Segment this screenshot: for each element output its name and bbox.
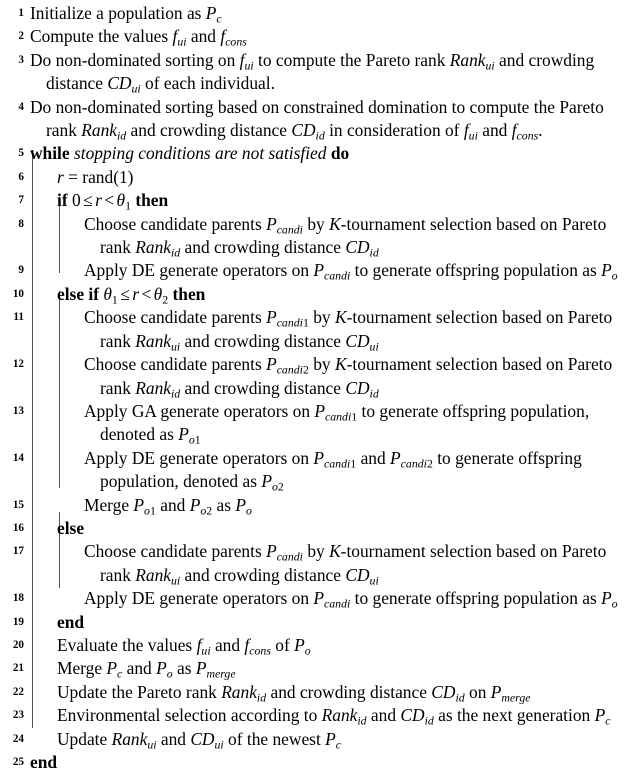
line-body xyxy=(0,96,631,143)
text: and xyxy=(366,705,401,726)
text: of xyxy=(270,634,295,655)
line-number: 5 xyxy=(18,147,24,160)
text: -tournament selection based on Pareto rank xyxy=(100,213,607,258)
text: as xyxy=(172,658,196,679)
text: and xyxy=(356,447,391,468)
text: Choose candidate parents xyxy=(84,541,267,562)
text: and crowding distance xyxy=(180,330,346,351)
line-number: 13 xyxy=(12,404,24,417)
text: Environmental selection according to xyxy=(57,705,322,726)
line-body xyxy=(0,400,631,447)
line-number: 3 xyxy=(18,53,24,66)
operator-equals: = xyxy=(63,166,83,187)
math-var-CD: CD xyxy=(345,237,370,258)
math-sub-num: 2 xyxy=(277,479,284,494)
math-var-P: P xyxy=(133,494,145,515)
math-var-CD: CD xyxy=(190,728,215,749)
algorithm-line xyxy=(0,494,631,517)
line-body xyxy=(0,353,631,400)
line-body xyxy=(0,751,631,774)
line-number: 7 xyxy=(18,194,24,207)
math-var-Rank: Rank xyxy=(221,681,257,702)
line-number: 11 xyxy=(13,311,24,324)
math-sub: merge xyxy=(501,690,531,705)
math-sub: c xyxy=(216,11,222,26)
math-sub: candi xyxy=(276,549,303,564)
algorithm-line xyxy=(0,751,631,774)
text: to compute the Pareto rank xyxy=(253,49,450,70)
algorithm-line xyxy=(0,189,631,212)
text: to generate offspring population as xyxy=(350,260,602,281)
text: of the newest xyxy=(223,728,326,749)
math-sub-num: 2 xyxy=(426,456,433,471)
math-var-P: P xyxy=(266,213,277,234)
algorithm-line xyxy=(0,447,631,494)
math-var-Rank: Rank xyxy=(81,120,117,141)
keyword-end: end xyxy=(30,752,58,772)
math-sub: candi xyxy=(276,221,303,236)
text: on xyxy=(464,681,491,702)
math-var-P: P xyxy=(266,307,277,328)
math-var-P: P xyxy=(266,541,277,562)
algorithm-line xyxy=(0,704,631,727)
keyword-if: if xyxy=(57,190,68,211)
math-sub: c xyxy=(335,736,341,751)
text: Evaluate the values xyxy=(57,634,197,655)
math-sub: ui xyxy=(214,736,224,751)
math-sub: o xyxy=(611,596,618,611)
math-var-P: P xyxy=(594,705,606,726)
algorithm-line xyxy=(0,166,631,189)
math-sub: cons xyxy=(249,643,271,658)
math-sub: o xyxy=(166,666,173,681)
math-sub: candi xyxy=(276,315,303,330)
line-body xyxy=(0,283,631,306)
operator-lt: < xyxy=(104,190,115,211)
operator-lt: < xyxy=(141,283,152,304)
math-var-P: P xyxy=(601,260,612,281)
math-sub: 1 xyxy=(111,292,118,307)
math-var-K: K xyxy=(329,541,341,562)
math-sub: id xyxy=(256,690,267,705)
line-number: 4 xyxy=(18,100,24,113)
math-var-theta: θ xyxy=(116,190,126,211)
math-sub: merge xyxy=(206,666,236,681)
math-sub-num: 1 xyxy=(149,502,156,517)
algorithm-line xyxy=(0,611,631,634)
algorithm-line xyxy=(0,213,631,260)
math-var-P: P xyxy=(490,681,502,702)
math-var-P: P xyxy=(325,728,336,749)
text: Compute the values xyxy=(30,26,173,47)
text: -tournament selection based on Pareto rank xyxy=(100,307,613,351)
line-body xyxy=(0,259,631,282)
algorithm-line xyxy=(0,283,631,306)
line-number: 16 xyxy=(12,521,24,534)
math-var-K: K xyxy=(334,354,347,375)
math-var-P: P xyxy=(313,447,325,468)
math-sub: ui xyxy=(177,34,187,49)
line-number: 1 xyxy=(18,7,24,19)
line-body xyxy=(0,166,631,189)
math-var-f: f xyxy=(511,120,517,141)
operator-leq: ≤ xyxy=(83,190,93,211)
math-var-P: P xyxy=(189,494,201,515)
math-var-P: P xyxy=(195,658,207,679)
line-body xyxy=(0,634,631,657)
math-var-P: P xyxy=(178,424,189,445)
math-sub-num: 1 xyxy=(302,315,309,330)
math-sub: ui xyxy=(131,81,141,96)
math-sub: cons xyxy=(516,128,539,143)
text: and crowding distance xyxy=(180,237,346,258)
line-number: 9 xyxy=(18,264,24,277)
line-number: 2 xyxy=(18,30,24,43)
math-var-CD: CD xyxy=(431,681,456,702)
math-sub: o xyxy=(611,268,618,283)
line-number: 23 xyxy=(12,709,24,722)
text: Apply DE generate operators on xyxy=(84,447,314,468)
line-body xyxy=(0,657,631,680)
math-var-P: P xyxy=(601,588,612,609)
math-var-CD: CD xyxy=(400,705,425,726)
math-var-CD: CD xyxy=(345,564,370,585)
line-body xyxy=(0,49,631,96)
text: Apply DE generate operators on xyxy=(84,260,314,281)
math-sub: o xyxy=(188,432,195,447)
text: by xyxy=(302,213,330,234)
math-var-P: P xyxy=(261,471,272,492)
number-zero: 0 xyxy=(71,190,81,211)
algorithm-line xyxy=(0,540,631,587)
algorithm-line xyxy=(0,96,631,143)
text: Do non-dominated sorting on xyxy=(30,49,240,70)
text: as the next generation xyxy=(433,705,595,726)
math-var-Rank: Rank xyxy=(135,377,171,398)
math-sub: id xyxy=(315,128,325,143)
math-sub: ui xyxy=(170,573,181,588)
math-var-r: r xyxy=(57,166,64,187)
text: Update xyxy=(57,728,112,749)
text: Do non-dominated sorting based on constrained domination to compute the Pareto rank xyxy=(30,96,604,141)
algorithm-line xyxy=(0,142,631,165)
line-number: 15 xyxy=(12,498,24,511)
math-sub: candi xyxy=(324,409,352,424)
algorithm-line xyxy=(0,259,631,282)
text: by xyxy=(302,541,330,562)
math-var-f: f xyxy=(244,634,250,655)
math-var-r: r xyxy=(132,283,140,304)
math-var-f: f xyxy=(172,26,178,47)
math-sub-num: 2 xyxy=(302,362,309,377)
text: and crowding distance xyxy=(46,49,595,94)
math-sub: id xyxy=(170,385,181,400)
text: of each individual. xyxy=(140,73,275,94)
math-var-CD: CD xyxy=(291,120,316,141)
math-sub-num: 1 xyxy=(351,409,358,424)
line-number: 18 xyxy=(12,592,24,605)
text: as xyxy=(212,494,236,515)
math-sub: candi xyxy=(324,596,351,611)
text: and xyxy=(156,728,191,749)
math-var-Rank: Rank xyxy=(449,49,486,70)
math-sub: o xyxy=(200,502,207,517)
algorithm-line xyxy=(0,2,631,25)
math-var-f: f xyxy=(196,634,202,655)
math-sub: id xyxy=(116,128,127,143)
math-var-f: f xyxy=(239,49,245,70)
algorithm-line xyxy=(0,657,631,680)
math-sub: ui xyxy=(147,736,157,751)
line-number: 6 xyxy=(18,170,24,183)
math-var-P: P xyxy=(294,634,305,655)
math-sub: id xyxy=(357,713,367,728)
keyword-then: then xyxy=(172,283,206,304)
line-body xyxy=(0,189,631,212)
text: to generate offspring population, denoted as xyxy=(100,447,582,492)
math-var-P: P xyxy=(266,354,277,375)
math-sub: 1 xyxy=(125,198,131,213)
text: -tournament selection based on Pareto rank xyxy=(100,354,613,398)
math-var-theta: θ xyxy=(153,283,163,304)
math-sub: ui xyxy=(369,339,379,353)
algorithm-line xyxy=(0,49,631,96)
math-var-Rank: Rank xyxy=(135,330,171,351)
line-body xyxy=(0,142,631,165)
math-sub: candi xyxy=(276,362,303,377)
algorithm-line xyxy=(0,400,631,447)
line-number: 10 xyxy=(12,287,24,300)
text: by xyxy=(308,354,335,375)
algorithm-line xyxy=(0,353,631,400)
line-number: 8 xyxy=(18,217,24,230)
math-var-r: r xyxy=(95,190,102,211)
math-var-f: f xyxy=(220,26,226,47)
text: to generate offspring population as xyxy=(350,588,602,609)
text: Apply DE generate operators on xyxy=(84,588,314,609)
algorithm-line xyxy=(0,25,631,48)
keyword-else: else xyxy=(57,517,85,538)
line-body xyxy=(0,704,631,727)
line-number: 24 xyxy=(12,732,24,745)
text: Choose candidate parents xyxy=(84,354,267,375)
math-var-P: P xyxy=(106,658,118,679)
text: and xyxy=(122,658,157,679)
math-var-CD: CD xyxy=(345,377,370,398)
text: and xyxy=(210,634,245,655)
math-sub: id xyxy=(424,713,434,728)
keyword-else-if: else if xyxy=(57,283,100,304)
text: and xyxy=(155,494,190,515)
math-sub: id xyxy=(455,690,465,705)
line-body xyxy=(0,540,631,587)
math-sub-num: 2 xyxy=(206,502,213,517)
keyword-while: while xyxy=(30,143,70,164)
text: and xyxy=(186,26,221,47)
line-body xyxy=(0,2,631,25)
text: . xyxy=(538,120,543,141)
math-sub: id xyxy=(369,385,379,400)
text: by xyxy=(308,307,335,328)
math-sub: candi xyxy=(324,268,351,283)
math-sub: ui xyxy=(170,339,181,353)
math-sub: candi xyxy=(324,456,351,471)
math-sub: o xyxy=(271,479,278,494)
math-sub: id xyxy=(369,245,379,260)
text: and crowding distance xyxy=(266,681,432,702)
line-body xyxy=(0,25,631,48)
math-var-P: P xyxy=(314,400,325,421)
math-sub: cons xyxy=(225,34,247,49)
line-body xyxy=(0,494,631,517)
line-number: 12 xyxy=(12,358,24,371)
math-var-f: f xyxy=(463,120,469,141)
math-var-P: P xyxy=(313,260,325,281)
line-body xyxy=(0,447,631,494)
algorithm-line xyxy=(0,517,631,540)
math-var-P: P xyxy=(390,447,401,468)
math-var-P: P xyxy=(156,658,167,679)
math-sub: o xyxy=(144,502,150,517)
math-sub: c xyxy=(605,713,611,728)
math-var-Rank: Rank xyxy=(135,564,171,585)
text: and crowding distance xyxy=(180,377,346,398)
text: and crowding distance xyxy=(126,120,292,141)
line-body xyxy=(0,517,631,540)
math-sub: o xyxy=(245,502,252,517)
math-sub: candi xyxy=(400,456,427,471)
line-body xyxy=(0,306,631,353)
math-sub: o xyxy=(304,643,311,658)
text: in consideration of xyxy=(324,120,464,141)
math-var-P: P xyxy=(235,494,246,515)
keyword-do: do xyxy=(330,143,350,164)
math-var-Rank: Rank xyxy=(321,705,358,726)
text: and crowding distance xyxy=(180,564,346,585)
math-sub-num: 1 xyxy=(350,456,357,471)
algorithm-line xyxy=(0,306,631,353)
line-body xyxy=(0,681,631,704)
line-body xyxy=(0,213,631,260)
math-sub: 2 xyxy=(162,292,169,307)
keyword-then: then xyxy=(135,190,169,211)
line-body xyxy=(0,728,631,751)
math-var-Rank: Rank xyxy=(111,728,148,749)
math-sub: id xyxy=(170,245,181,260)
text: Update the Pareto rank xyxy=(57,681,222,702)
text: Apply GA generate operators on xyxy=(84,400,315,421)
math-var-P: P xyxy=(313,588,325,609)
line-body xyxy=(0,587,631,610)
algorithm-line xyxy=(0,587,631,610)
algorithm-line xyxy=(0,634,631,657)
text: -tournament selection based on Pareto rank xyxy=(100,541,607,585)
line-number: 22 xyxy=(12,685,24,698)
math-var-CD: CD xyxy=(345,330,370,351)
text: Choose candidate parents xyxy=(84,307,267,328)
math-var-P: P xyxy=(205,3,217,23)
operator-leq: ≤ xyxy=(120,283,130,304)
function-rand: rand(1) xyxy=(82,166,134,187)
math-var-K: K xyxy=(334,307,347,328)
math-sub: ui xyxy=(201,643,211,658)
math-sub: ui xyxy=(244,58,254,73)
keyword-end: end xyxy=(57,611,85,632)
math-sub: c xyxy=(117,666,123,681)
algorithm-line xyxy=(0,728,631,751)
math-sub-num: 1 xyxy=(194,432,201,447)
text: Choose candidate parents xyxy=(84,213,267,234)
math-var-Rank: Rank xyxy=(135,237,171,258)
text: Merge xyxy=(57,658,107,679)
text: Initialize a population as xyxy=(30,3,206,23)
line-number: 20 xyxy=(12,638,24,651)
text: and xyxy=(477,120,512,141)
math-sub: ui xyxy=(369,573,379,588)
math-sub: ui xyxy=(485,58,495,73)
line-number: 21 xyxy=(12,662,24,675)
loop-condition: stopping conditions are not satisfied xyxy=(73,143,327,164)
line-body xyxy=(0,611,631,634)
line-number: 19 xyxy=(12,615,24,628)
line-number: 17 xyxy=(12,545,24,558)
math-var-theta: θ xyxy=(103,283,112,304)
line-number: 25 xyxy=(12,756,24,768)
text: Merge xyxy=(84,494,134,515)
math-var-CD: CD xyxy=(107,73,132,94)
math-sub: ui xyxy=(468,128,478,143)
line-number: 14 xyxy=(12,451,24,464)
algorithm-line xyxy=(0,681,631,704)
text: to generate offspring population, denoted as xyxy=(100,400,590,445)
math-var-K: K xyxy=(329,213,341,234)
